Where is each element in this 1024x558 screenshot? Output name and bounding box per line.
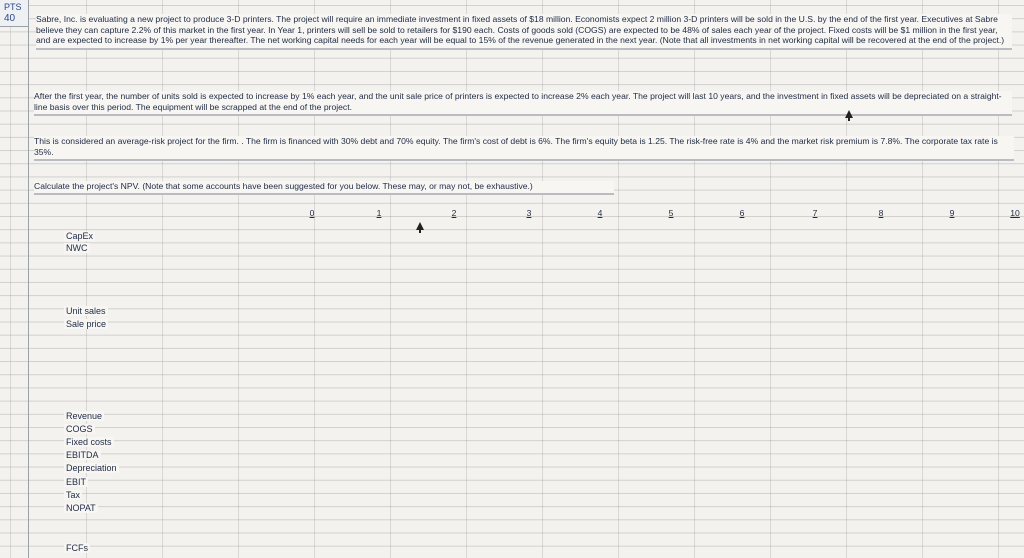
problem-paragraph-1: Sabre, Inc. is evaluating a new project to produce 3-D printers. The project will require an immediate investment in fixed assets of $18 million. Economists expect 2 million 3-D printers will be sold in the U.S. by the end of the first year. Executives at Sabre believe they can capture 2.2% of this market in the first year. In Year 1, printers will sell be sold to retailers for $190 each. Costs of goods sold (COGS) are expected to be 48% of sales each year of the project. Fixed costs will be $1 million in the first year, and are expected to increase by 1% per year thereafter. The net working capital needs for each year will be equal to 15% of the revenue generated in the next year. (Note that all investments in net working capital will be recovered at the end of the project.) — [36, 14, 1012, 50]
year-header-8[interactable]: 8 — [878, 208, 884, 218]
row-label-capex[interactable]: CapEx — [66, 231, 94, 241]
row-label-nwc[interactable]: NWC — [66, 243, 88, 253]
mouse-cursor-icon — [845, 110, 853, 118]
year-header-1[interactable]: 1 — [376, 208, 382, 218]
row-label-revenue[interactable]: Revenue — [66, 411, 103, 421]
instruction-text: Calculate the project's NPV. (Note that some accounts have been suggested for you below. These may, or may not, be exhaustive.) — [34, 181, 614, 195]
problem-paragraph-2: After the first year, the number of units sold is expected to increase by 1% each year, and the unit sale price of printers is expected to increase 2% each year. The project will last 10 years, and the investment in fixed assets will be depreciated on a straight-line basis over this period. The equipment will be scrapped at the end of the project. — [34, 91, 1012, 116]
row-label-sale-price[interactable]: Sale price — [66, 319, 107, 329]
row-label-ebitda[interactable]: EBITDA — [66, 450, 99, 460]
row-label-fcfs[interactable]: FCFs — [66, 543, 88, 553]
year-header-0[interactable]: 0 — [309, 208, 315, 218]
year-header-7[interactable]: 7 — [812, 208, 818, 218]
row-label-tax[interactable]: Tax — [66, 490, 81, 500]
year-header-5[interactable]: 5 — [668, 208, 674, 218]
row-label-fixed-costs[interactable]: Fixed costs — [66, 437, 112, 447]
problem-paragraph-3: This is considered an average-risk project for the firm. . The firm is financed with 30% debt and 70% equity. The firm's cost of debt is 6%. The firm's equity beta is 1.25. The risk-free rate is 4% and the market risk premium is 7.8%. The corporate tax rate is 35%. — [34, 136, 1014, 161]
row-label-unit-sales[interactable]: Unit sales — [66, 306, 106, 316]
row-label-depreciation[interactable]: Depreciation — [66, 463, 117, 473]
year-header-4[interactable]: 4 — [597, 208, 603, 218]
mouse-cursor-icon — [416, 222, 424, 230]
row-label-nopat[interactable]: NOPAT — [66, 503, 96, 513]
left-margin-line — [28, 0, 29, 558]
points-value: 40 — [4, 13, 16, 24]
year-header-9[interactable]: 9 — [949, 208, 955, 218]
points-label: PTS — [4, 2, 22, 12]
year-header-6[interactable]: 6 — [739, 208, 745, 218]
year-header-10[interactable]: 10 — [1010, 208, 1020, 218]
row-label-cogs[interactable]: COGS — [66, 424, 93, 434]
year-header-3[interactable]: 3 — [526, 208, 532, 218]
points-box — [0, 0, 29, 27]
row-label-ebit[interactable]: EBIT — [66, 477, 87, 487]
year-header-2[interactable]: 2 — [451, 208, 457, 218]
